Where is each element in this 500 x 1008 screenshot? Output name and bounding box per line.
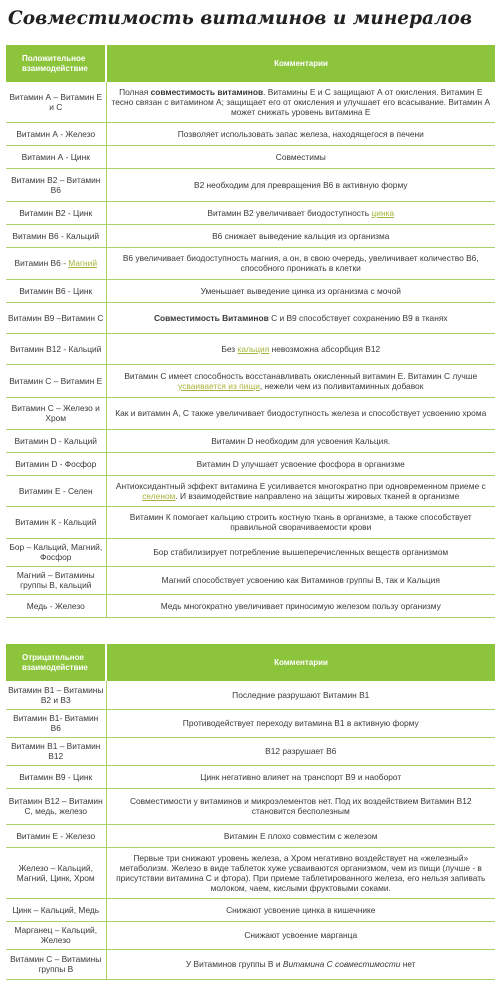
interaction-pair: Медь - Железо: [26, 600, 85, 611]
interaction-pair-cell: [6, 452, 106, 475]
comment-text: нет: [400, 959, 416, 969]
interaction-pair-cell: [6, 824, 106, 847]
interaction-pair: Витамин Е - Железо: [16, 830, 96, 841]
interaction-pair-cell: [6, 788, 106, 824]
comment-cell: [106, 364, 495, 397]
interaction-pair: Витамин D - Кальций: [14, 435, 97, 446]
table-row: [6, 224, 495, 247]
comment-cell: [106, 397, 495, 429]
interaction-pair: Витамин В6 -: [14, 258, 69, 268]
comment-cell: [106, 788, 495, 824]
interaction-pair-cell: [6, 397, 106, 429]
header-interaction: Отрицательное взаимодействие: [6, 644, 106, 681]
table-row: [6, 397, 495, 429]
nutrient-link[interactable]: кальция: [237, 343, 270, 354]
table-row: [6, 168, 495, 201]
interaction-pair-cell: [6, 224, 106, 247]
page-title: Совместимость витаминов и минералов: [8, 8, 473, 29]
comment-text: Первые три снижают уровень железа, а Хром негативно воздействует на «железный» метаболизм. Железо в виде таблеток хуже усваиваются организмом, чем из пищи (лучше - в присутствии витамина С и фтора). При приеме таблетированного железа, его нельзя запивать молоком, чаем, кислыми фруктовыми соками.: [116, 852, 486, 893]
table-row: [6, 145, 495, 168]
table-row: [6, 847, 495, 898]
interaction-pair-cell: [6, 566, 106, 594]
table-row: [6, 824, 495, 847]
comment-text: . Витамины Е и С защищают А от окисления. Витамин Е тесно связан с витамином А; защищает его от окисления и улучшает его всасывание. Витамин А может снижать уровень витамина Е: [111, 86, 491, 117]
table-row: [6, 788, 495, 824]
nutrient-link[interactable]: усваивается из пищи: [178, 380, 260, 391]
comment-text: Последние разрушают Витамин В1: [232, 689, 370, 700]
interaction-pair: Витамин А - Цинк: [21, 151, 90, 162]
interaction-pair: Магний – Витамины группы В, кальций: [16, 570, 95, 590]
comment-text: Без: [221, 343, 238, 354]
comment-text: В2 необходим для превращения В6 в активную форму: [193, 179, 408, 190]
interaction-pair-cell: [6, 898, 106, 921]
comment-text: Витамин К помогает кальцию строить костную ткань в организме, а также способствует правильной сворачиваемости крови: [129, 512, 472, 532]
table-row: [6, 594, 495, 617]
interaction-pair-cell: [6, 82, 106, 122]
comment-text: В6 снижает выведение кальция из организма: [212, 230, 390, 241]
comment-emphasis: Витамина С совместимости: [282, 959, 401, 969]
comment-cell: [106, 201, 495, 224]
table-row: [6, 737, 495, 765]
comment-text: Магний способствует усвоению как Витаминов группы В, так и Кальция: [161, 575, 440, 585]
interaction-pair: Витамин В1 – Витамины В2 и В3: [8, 684, 104, 705]
table-row: [6, 681, 495, 709]
interaction-pair-cell: [6, 429, 106, 452]
comment-cell: [106, 333, 495, 364]
table-row: [6, 898, 495, 921]
comment-text: Как и витамин А, С также увеличивает биодоступность железа и способствует усвоению хрома: [115, 408, 487, 418]
interaction-pair: Витамин В12 – Витамин С, медь, железо: [8, 796, 103, 816]
table-row: [6, 429, 495, 452]
interaction-pair-cell: [6, 949, 106, 979]
nutrient-link[interactable]: селеном: [142, 490, 176, 501]
header-comments: Комментарии: [106, 45, 495, 82]
interaction-pair-cell: [6, 594, 106, 617]
interaction-pair: Витамин А - Железо: [16, 128, 96, 139]
comment-text: Позволяет использовать запас железа, находящегося в печени: [177, 128, 424, 139]
interaction-pair-cell: [6, 921, 106, 949]
table-row: [6, 364, 495, 397]
interaction-pair-cell: [6, 279, 106, 302]
comment-text: Витамин С имеет способность восстанавливать окисленный витамин Е. Витамин С лучше: [124, 370, 478, 381]
interaction-pair-cell: [6, 709, 106, 737]
comment-cell: [106, 594, 495, 617]
nutrient-link[interactable]: цинка: [371, 207, 395, 218]
comment-cell: [106, 921, 495, 949]
comment-cell: [106, 538, 495, 566]
interaction-pair-cell: [6, 681, 106, 709]
comment-cell: [106, 737, 495, 765]
comment-cell: [106, 279, 495, 302]
interaction-pair: Марганец – Кальций, Железо: [14, 925, 98, 945]
comment-text: Полная: [119, 86, 151, 97]
comment-cell: [106, 506, 495, 538]
comment-text: . И взаимодействие направлено на защиты жировых тканей в организме: [175, 490, 460, 501]
table-row: [6, 538, 495, 566]
interaction-pair: Бор – Кальций, Магний, Фосфор: [9, 542, 103, 562]
interaction-pair: Витамин Е - Селен: [18, 485, 93, 496]
interaction-pair-cell: [6, 847, 106, 898]
nutrient-link[interactable]: Магний: [68, 258, 97, 268]
header-interaction: Положительное взаимодействие: [6, 45, 106, 82]
interaction-pair-cell: [6, 506, 106, 538]
comment-cell: [106, 709, 495, 737]
table-row: [6, 302, 495, 333]
comment-text: Витамин Е плохо совместим с железом: [223, 830, 378, 841]
comment-text: Противодействует переходу витамина В1 в активную форму: [182, 718, 419, 728]
comment-text: Снижают усвоение марганца: [244, 930, 358, 940]
interaction-pair: Витамин В6 - Кальций: [12, 230, 100, 241]
interaction-pair: Витамин В1- Витамин В6: [13, 713, 99, 733]
table-row: [6, 82, 495, 122]
comment-emphasis: совместимость витаминов: [150, 86, 264, 97]
comment-text: У Витаминов группы В и: [185, 959, 283, 969]
interaction-pair: Витамин С – Железо и Хром: [11, 403, 100, 423]
table-header-row: [6, 45, 495, 82]
table-row: [6, 709, 495, 737]
interaction-pair: Цинк – Кальций, Медь: [12, 904, 100, 915]
comment-text: В6 увеличивает биодоступность магния, а он, в свою очередь, увеличивает количество В6, способного проникать в клетки: [122, 253, 479, 273]
table-row: [6, 949, 495, 979]
table-row: [6, 765, 495, 788]
interaction-pair: Витамин В6 - Цинк: [19, 285, 93, 296]
table-row: [6, 247, 495, 279]
positive-interactions-table: [6, 45, 495, 618]
comment-text: Цинк негативно влияет на транспорт В9 и наоборот: [200, 771, 402, 782]
comment-cell: [106, 847, 495, 898]
interaction-pair: Витамин С – Витамин Е: [9, 375, 103, 386]
comment-text: Совместимости у витаминов и микроэлементов нет. Под их воздействием Витамин В12 становится бесполезным: [129, 796, 472, 816]
interaction-pair: Витамин С – Витамины группы В: [10, 954, 102, 974]
interaction-pair-cell: [6, 475, 106, 506]
interaction-pair: Витамин К - Кальций: [15, 517, 97, 527]
interaction-pair-cell: [6, 168, 106, 201]
negative-interactions-table: [6, 644, 495, 980]
comment-cell: [106, 168, 495, 201]
interaction-pair: Витамин D - Фосфор: [15, 458, 97, 469]
interaction-pair-cell: [6, 145, 106, 168]
comment-text: Совместимы: [275, 151, 326, 162]
comment-cell: [106, 452, 495, 475]
comment-cell: [106, 566, 495, 594]
comment-text: Медь многократно увеличивает приносимую железом пользу организму: [160, 600, 441, 611]
comment-text: Витамин D улучшает усвоение фосфора в организме: [196, 458, 405, 469]
table-row: [6, 333, 495, 364]
table-row: [6, 566, 495, 594]
interaction-pair-cell: [6, 538, 106, 566]
table-row: [6, 201, 495, 224]
interaction-pair: Витамин В9 - Цинк: [19, 771, 93, 782]
header-comments: Комментарии: [106, 644, 495, 681]
comment-cell: [106, 145, 495, 168]
interaction-pair-cell: [6, 122, 106, 145]
interaction-pair-cell: [6, 201, 106, 224]
comment-text: Витамин В2 увеличивает биодоступность: [207, 207, 372, 218]
table-row: [6, 921, 495, 949]
interaction-pair-cell: [6, 364, 106, 397]
comment-emphasis: Совместимость Витаминов: [153, 312, 269, 323]
table-row: [6, 279, 495, 302]
comment-cell: [106, 898, 495, 921]
interaction-pair-cell: [6, 247, 106, 279]
interaction-pair-cell: [6, 765, 106, 788]
table-row: [6, 475, 495, 506]
comment-cell: [106, 475, 495, 506]
interaction-pair: Витамин А – Витамин Е и С: [9, 91, 103, 112]
interaction-pair: Витамин В9 –Витамин С: [8, 312, 104, 323]
table-header-row: [6, 644, 495, 681]
comment-cell: [106, 224, 495, 247]
interaction-pair: Витамин В12 - Кальций: [10, 343, 102, 354]
comment-text: Витамин D необходим для усвоения Кальция.: [211, 435, 391, 446]
comment-cell: [106, 765, 495, 788]
table-row: [6, 452, 495, 475]
interaction-pair: Витамин В2 – Витамин В6: [11, 174, 101, 195]
interaction-pair: Железо – Кальций, Магний, Цинк, Хром: [16, 862, 95, 883]
interaction-pair: Витамин В2 - Цинк: [19, 207, 93, 218]
comment-cell: [106, 302, 495, 333]
comment-text: Снижают усвоение цинка в кишечнике: [226, 904, 376, 915]
interaction-pair-cell: [6, 333, 106, 364]
comment-cell: [106, 247, 495, 279]
table-row: [6, 122, 495, 145]
comment-text: С и В9 способствует сохранению В9 в тканях: [268, 312, 448, 323]
comment-cell: [106, 681, 495, 709]
comment-text: , нежели чем из поливитаминных добавок: [259, 380, 424, 391]
comment-cell: [106, 122, 495, 145]
interaction-pair-cell: [6, 737, 106, 765]
interaction-pair-cell: [6, 302, 106, 333]
comment-cell: [106, 949, 495, 979]
comment-cell: [106, 82, 495, 122]
comment-cell: [106, 429, 495, 452]
comment-text: Антиоксидантный эффект витамина Е усиливается многократно при одновременном приеме с: [115, 480, 486, 491]
interaction-pair: Витамин В1 – Витамин В12: [11, 741, 101, 761]
comment-text: Бор стабилизирует потребление вышеперечисленных веществ организмом: [153, 547, 449, 557]
comment-cell: [106, 824, 495, 847]
comment-text: Уменьшает выведение цинка из организма с мочой: [200, 285, 401, 296]
table-row: [6, 506, 495, 538]
comment-text: невозможна абсорбция В12: [269, 343, 381, 354]
comment-text: В12 разрушает В6: [265, 746, 337, 756]
